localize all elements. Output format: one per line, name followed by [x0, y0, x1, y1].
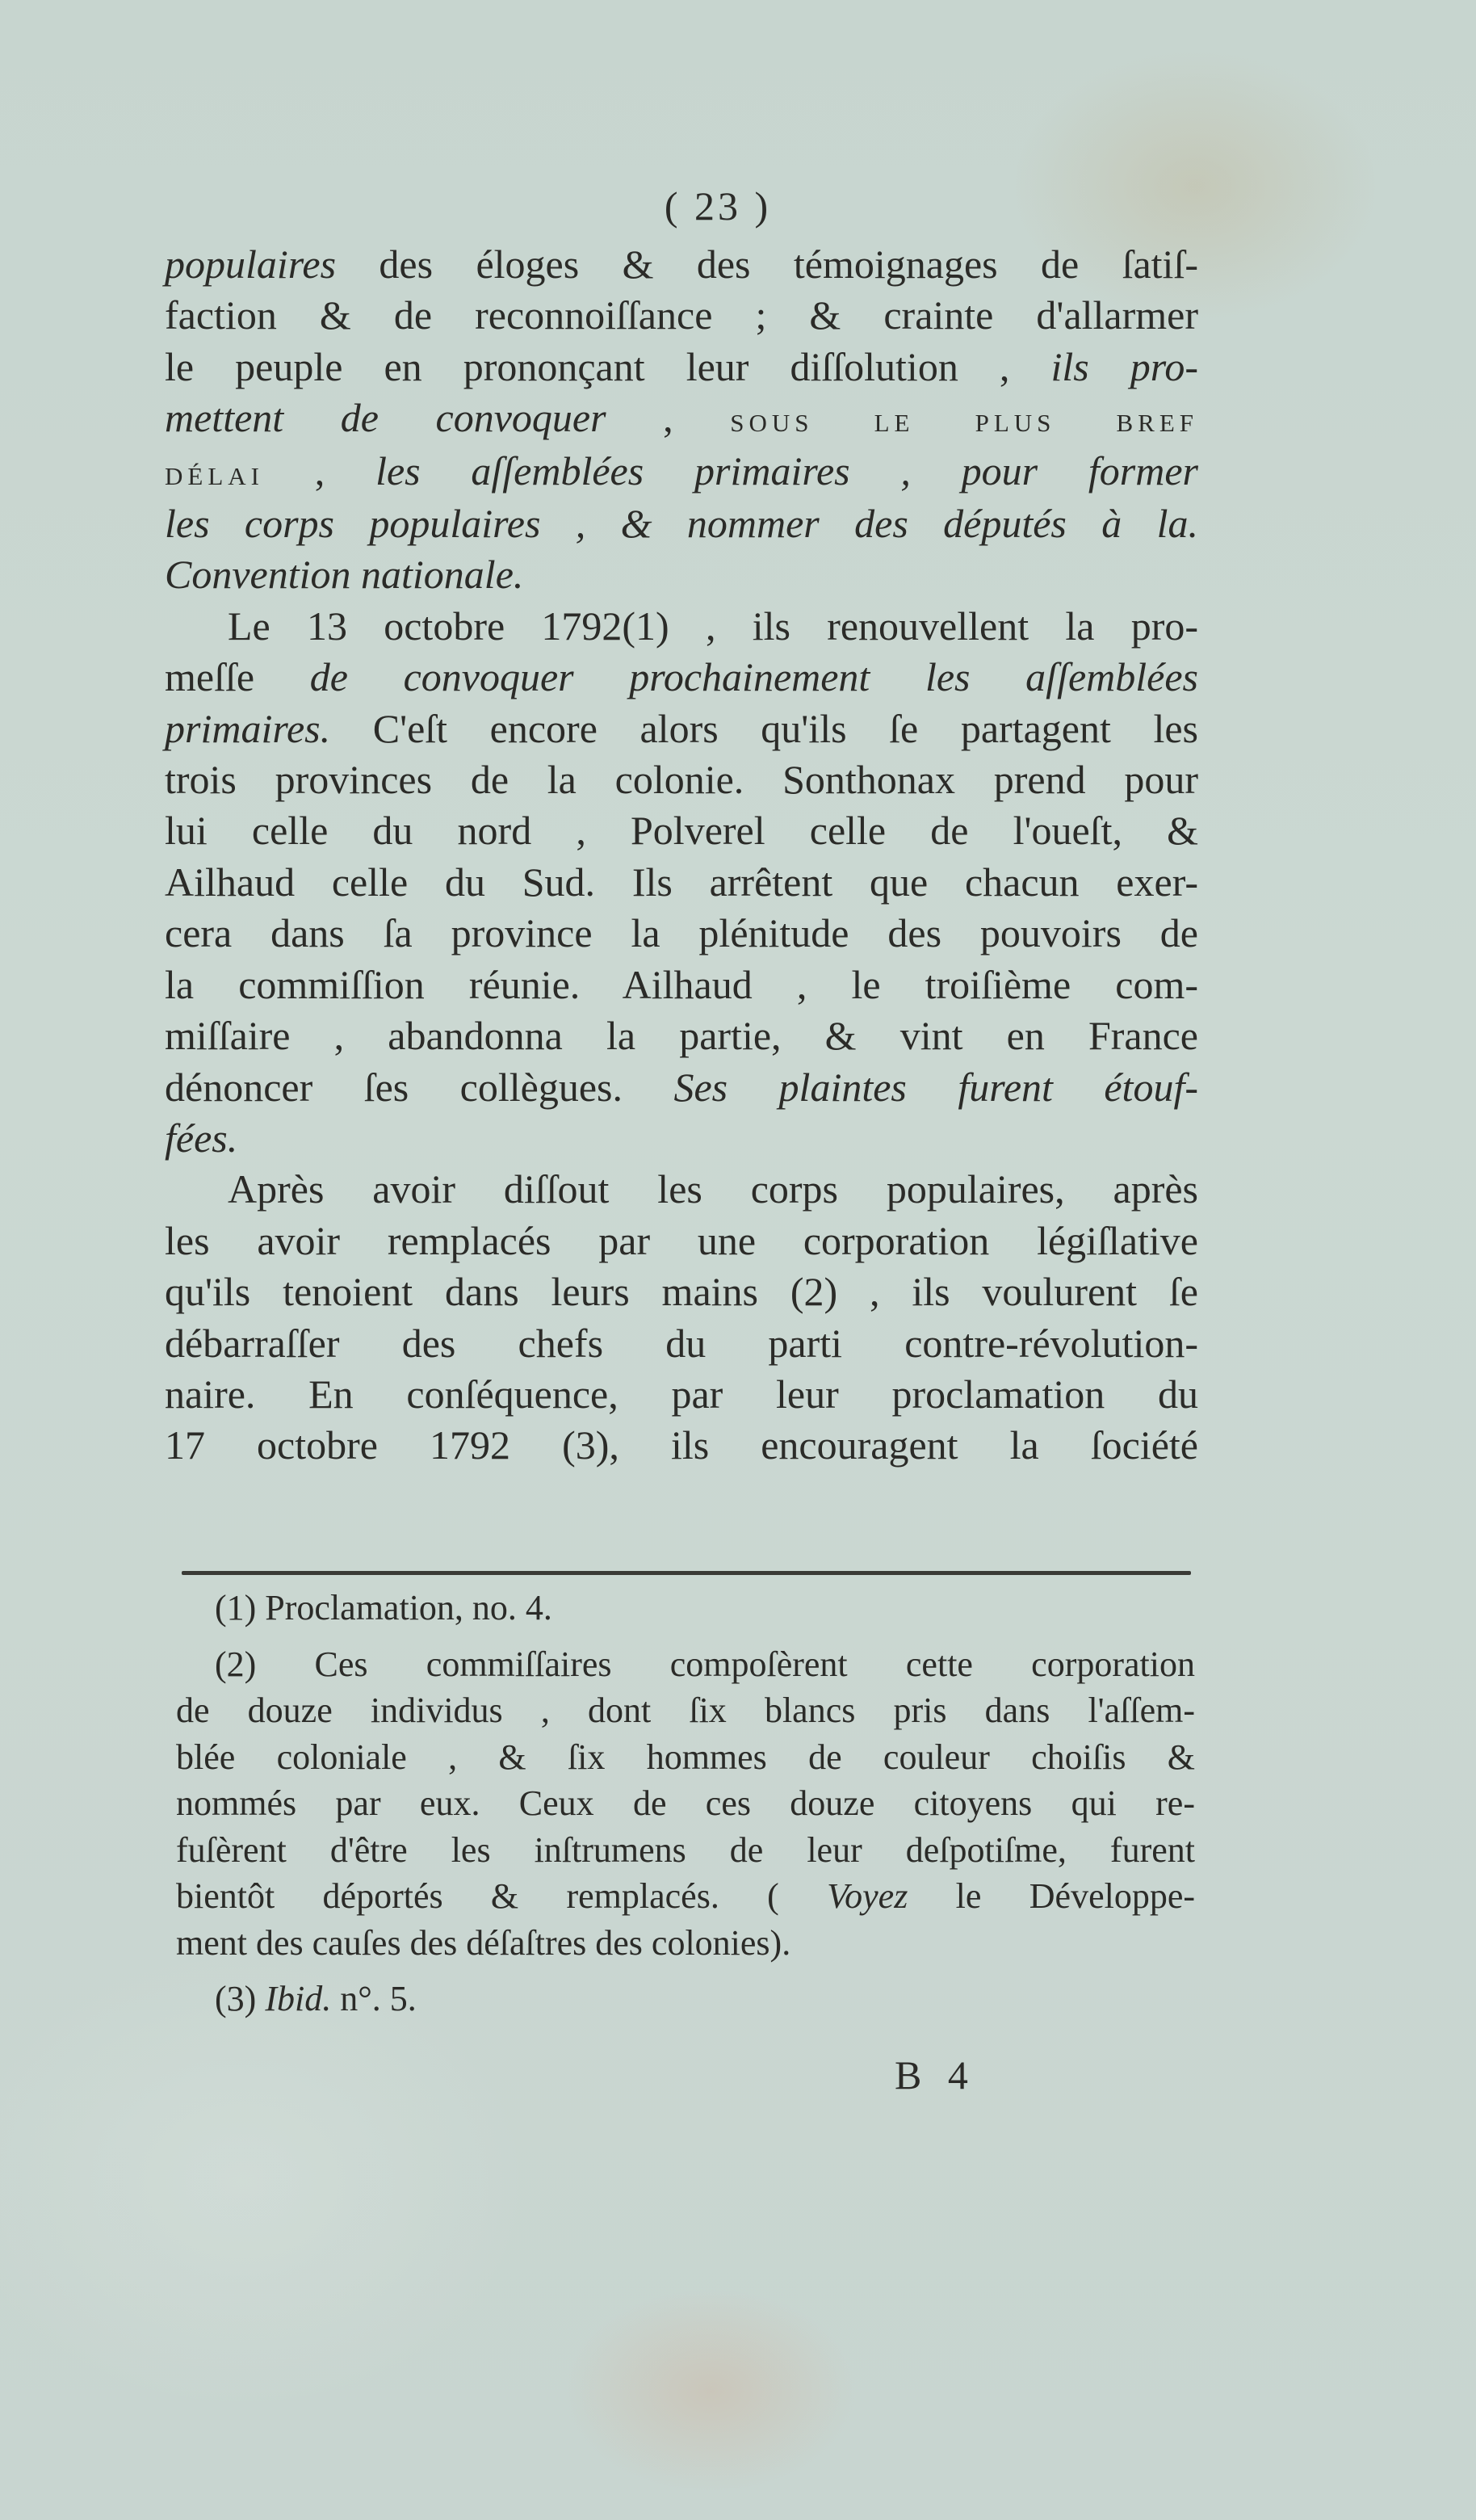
text-line: délai , les aſſemblées primaires , pour former [165, 447, 1199, 494]
text-line: lui celle du nord , Polverel celle de l'oueſt, & [165, 808, 1198, 854]
paragraph-3 [165, 1164, 1198, 1471]
text-line: les avoir remplacés par une corporation légiſlative [165, 1217, 1198, 1263]
text-line: mettent de convoquer , sous le plus bref [165, 395, 1198, 441]
text-line: miſſaire , abandonna la partie, & vint en France [165, 1013, 1198, 1059]
footnotes [176, 1585, 1195, 2022]
text-line: populaires des éloges & des témoignages de ſatiſ- [165, 242, 1198, 287]
paragraph-2 [165, 601, 1198, 1164]
text-line: (1) Proclamation, no. 4. [215, 1588, 552, 1628]
text-line: (3) Ibid. n°. 5. [215, 1979, 417, 2018]
signature-mark: B 4 [895, 2052, 976, 2098]
text-line: primaires. C'eſt encore alors qu'ils ſe partagent les [165, 705, 1198, 751]
text-line: débarraſſer des chefs du parti contre-révolution- [165, 1320, 1198, 1366]
text-line: la commiſſion réunie. Ailhaud , le troiſième com- [165, 961, 1198, 1007]
text-line: dénoncer ſes collègues. Ses plaintes furent étouf- [165, 1064, 1198, 1110]
text-line: Convention nationale. [165, 552, 524, 598]
text-line: naire. En conſéquence, par leur proclamation du [165, 1371, 1198, 1417]
text-line: de douze individus , dont ſix blancs pris dans l'aſſem- [176, 1690, 1195, 1730]
text-line: le peuple en prononçant leur diſſolution , ils pro- [165, 343, 1198, 389]
text-line: les corps populaires , & nommer des députés à la. [165, 501, 1198, 547]
text-line: (2) Ces commiſſaires compoſèrent cette corporation [215, 1644, 1195, 1684]
text-line: qu'ils tenoient dans leurs mains (2) , ils voulurent ſe [165, 1269, 1198, 1315]
footnote-1 [176, 1585, 1195, 1632]
text-line: Après avoir diſſout les corps populaires, après [228, 1166, 1198, 1212]
footnote-rule [182, 1571, 1191, 1575]
text-line: 17 octobre 1792 (3), ils encouragent la ſociété [165, 1422, 1198, 1468]
text-line: blée coloniale , & ſix hommes de couleur choiſis & [176, 1737, 1195, 1777]
text-line: meſſe de convoquer prochainement les aſſemblées [165, 654, 1198, 700]
text-line: cera dans ſa province la plénitude des pouvoirs de [165, 910, 1198, 956]
text-line: bientôt déportés & remplacés. ( Voyez le Développe- [176, 1876, 1196, 1916]
text-line: faction & de reconnoiſſance ; & crainte d'allarmer [165, 292, 1198, 338]
body-text [165, 239, 1198, 1472]
text-line: trois provinces de la colonie. Sonthonax prend pour [165, 757, 1198, 803]
text-line: ment des cauſes des déſaſtres des colonies). [176, 1922, 791, 1963]
text-line: fées. [165, 1115, 238, 1161]
text-line: nommés par eux. Ceux de ces douze citoyens qui re- [176, 1783, 1195, 1823]
page-number: ( 23 ) [664, 183, 772, 229]
text-line: fuſèrent d'être les inſtrumens de leur deſpotiſme, furent [176, 1829, 1195, 1870]
paragraph-1 [165, 239, 1198, 601]
text-line: Le 13 octobre 1792(1) , ils renouvellent la pro- [228, 603, 1198, 649]
footnote-2 [176, 1641, 1195, 1967]
footnote-3 [176, 1976, 1195, 2022]
text-line: Ailhaud celle du Sud. Ils arrêtent que chacun exer- [165, 859, 1198, 905]
